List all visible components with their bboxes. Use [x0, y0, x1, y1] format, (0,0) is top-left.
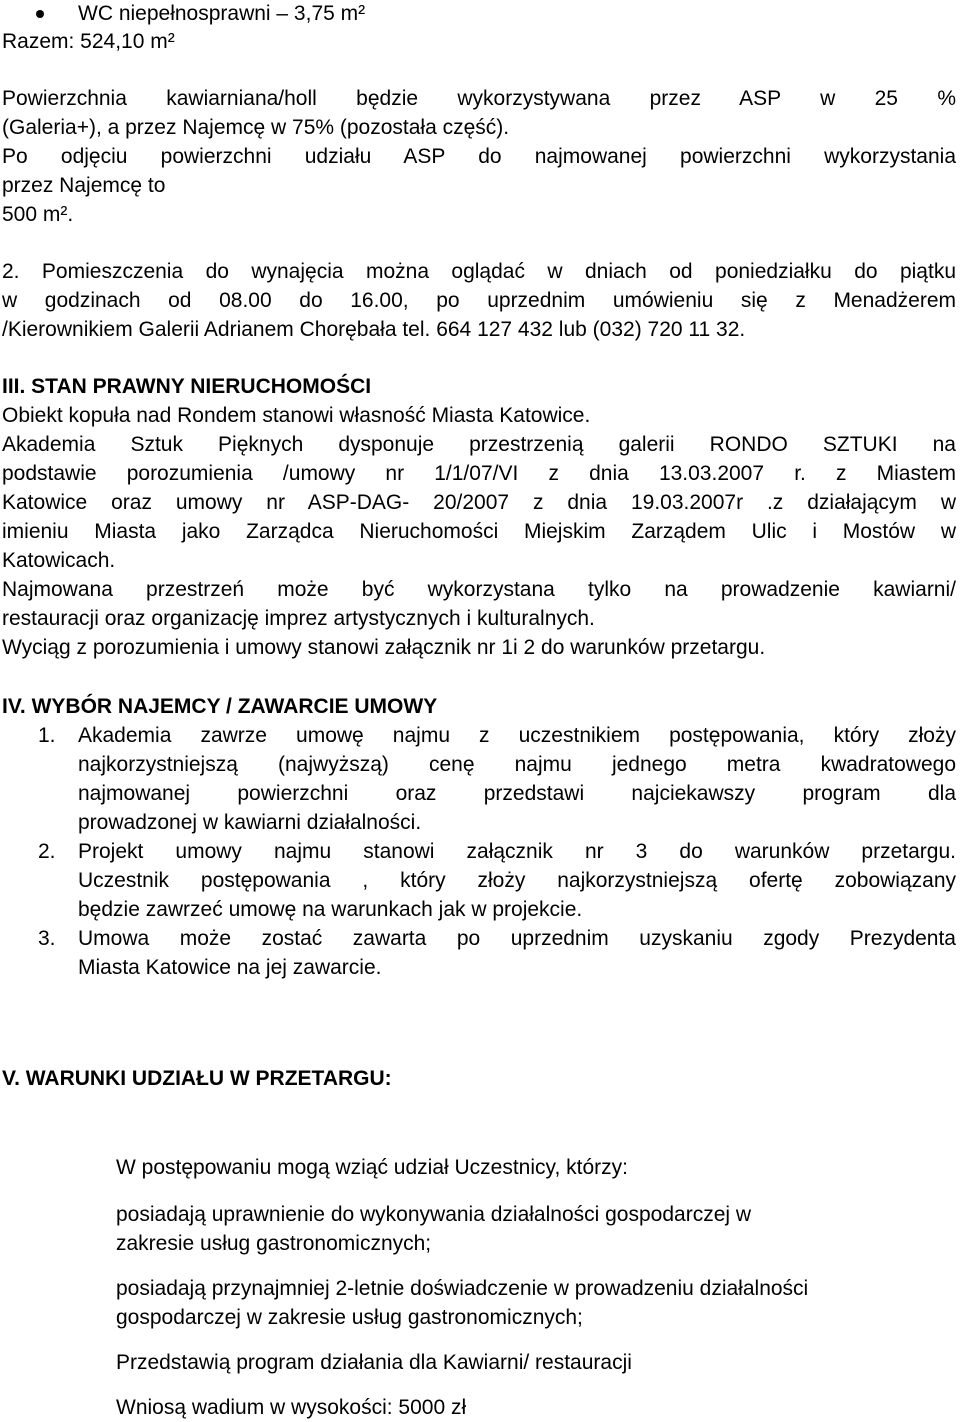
- text-line: Wniosą wadium w wysokości: 5000 zł: [116, 1396, 467, 1419]
- text-line: Po odjęciu powierzchni udziału ASP do najmowanej powierzchni wykorzystania: [2, 145, 956, 168]
- bullet-item-wc: [2, 0, 956, 28]
- document-page: [2, 0, 956, 1422]
- numbered-item: [2, 837, 956, 924]
- text-line: posiadają przynajmniej 2-letnie doświadczenie w prowadzeniu działalności: [116, 1277, 809, 1300]
- text-line: Katowicach.: [2, 549, 116, 572]
- text-line: Wyciąg z porozumienia i umowy stanowi załącznik nr 1i 2 do warunków przetargu.: [2, 636, 766, 659]
- text-line: gospodarczej w zakresie usług gastronomicznych;: [116, 1306, 583, 1329]
- section-tenant-selection: [2, 692, 956, 982]
- bullet-text: WC niepełnosprawni – 3,75 m²: [78, 2, 366, 25]
- section-heading: III. STAN PRAWNY NIERUCHOMOŚCI: [2, 375, 372, 398]
- total-area: Razem: 524,10 m²: [2, 30, 175, 53]
- condition-item: [2, 1393, 956, 1422]
- text-line: Akademia zawrze umowę najmu z uczestnikiem postępowania, który złoży: [78, 724, 956, 747]
- section-legal-status: [2, 372, 956, 662]
- text-line: posiadają uprawnienie do wykonywania działalności gospodarczej w: [116, 1203, 752, 1226]
- text-line: Obiekt kopuła nad Rondem stanowi własność Miasta Katowice.: [2, 404, 591, 427]
- bullet-icon: [36, 10, 44, 18]
- text-line: przez Najemcę to: [2, 174, 166, 197]
- condition-item: [2, 1200, 956, 1258]
- section-heading: V. WARUNKI UDZIAŁU W PRZETARGU:: [2, 1067, 392, 1090]
- numbered-item: [2, 924, 956, 982]
- item-number: 3.: [38, 927, 56, 950]
- viewing-paragraph: [2, 257, 956, 344]
- text-line: restauracji oraz organizację imprez artystycznych i kulturalnych.: [2, 607, 595, 630]
- text-line: /Kierownikiem Galerii Adrianem Chorębała tel. 664 127 432 lub (032) 720 11 32.: [2, 318, 746, 341]
- section-heading: IV. WYBÓR NAJEMCY / ZAWARCIE UMOWY: [2, 695, 438, 718]
- conditions-intro: W postępowaniu mogą wziąć udział Uczestnicy, którzy:: [116, 1156, 628, 1179]
- condition-item: [2, 1348, 956, 1377]
- numbered-item: [2, 721, 956, 837]
- item-number: 2.: [38, 840, 56, 863]
- text-line: Powierzchnia kawiarniana/holl będzie wykorzystywana przez ASP w 25 %: [2, 87, 956, 110]
- text-line: najmowanej powierzchni oraz przedstawi najciekawszy program dla: [78, 782, 956, 805]
- text-line: Projekt umowy najmu stanowi załącznik nr 3 do warunków przetargu.: [78, 840, 956, 863]
- text-line: 2. Pomieszczenia do wynajęcia można oglądać w dniach od poniedziałku do piątku: [2, 260, 956, 283]
- text-line: zakresie usług gastronomicznych;: [116, 1232, 432, 1255]
- text-line: 500 m².: [2, 203, 74, 226]
- text-line: Przedstawią program działania dla Kawiarni/ restauracji: [116, 1351, 632, 1374]
- text-line: Najmowana przestrzeń może być wykorzystana tylko na prowadzenie kawiarni/: [2, 578, 956, 601]
- text-line: Akademia Sztuk Pięknych dysponuje przestrzenią galerii RONDO SZTUKI na: [2, 433, 956, 456]
- condition-item: [2, 1274, 956, 1332]
- text-line: Miasta Katowice na jej zawarcie.: [78, 956, 382, 979]
- text-line: Uczestnik postępowania , który złoży najkorzystniejszą ofertę zobowiązany: [78, 869, 956, 892]
- text-line: (Galeria+), a przez Najemcę w 75% (pozostała część).: [2, 116, 510, 139]
- text-line: prowadzonej w kawiarni działalności.: [78, 811, 422, 834]
- item-number: 1.: [38, 724, 56, 747]
- text-line: w godzinach od 08.00 do 16.00, po uprzednim umówieniu się z Menadżerem: [2, 289, 956, 312]
- text-line: podstawie porozumienia /umowy nr 1/1/07/VI z dnia 13.03.2007 r. z Miastem: [2, 462, 956, 485]
- text-line: Katowice oraz umowy nr ASP-DAG- 20/2007 z dnia 19.03.2007r .z działającym w: [2, 491, 956, 514]
- text-line: będzie zawrzeć umowę na warunkach jak w projekcie.: [78, 898, 583, 921]
- cafe-paragraph: [2, 84, 956, 229]
- text-line: najkorzystniejszą (najwyższą) cenę najmu jednego metra kwadratowego: [78, 753, 956, 776]
- section-participation-conditions: [2, 1064, 956, 1422]
- text-line: imieniu Miasta jako Zarządca Nieruchomości Miejskim Zarządem Ulic i Mostów w: [2, 520, 956, 543]
- text-line: Umowa może zostać zawarta po uprzednim uzyskaniu zgody Prezydenta: [78, 927, 956, 950]
